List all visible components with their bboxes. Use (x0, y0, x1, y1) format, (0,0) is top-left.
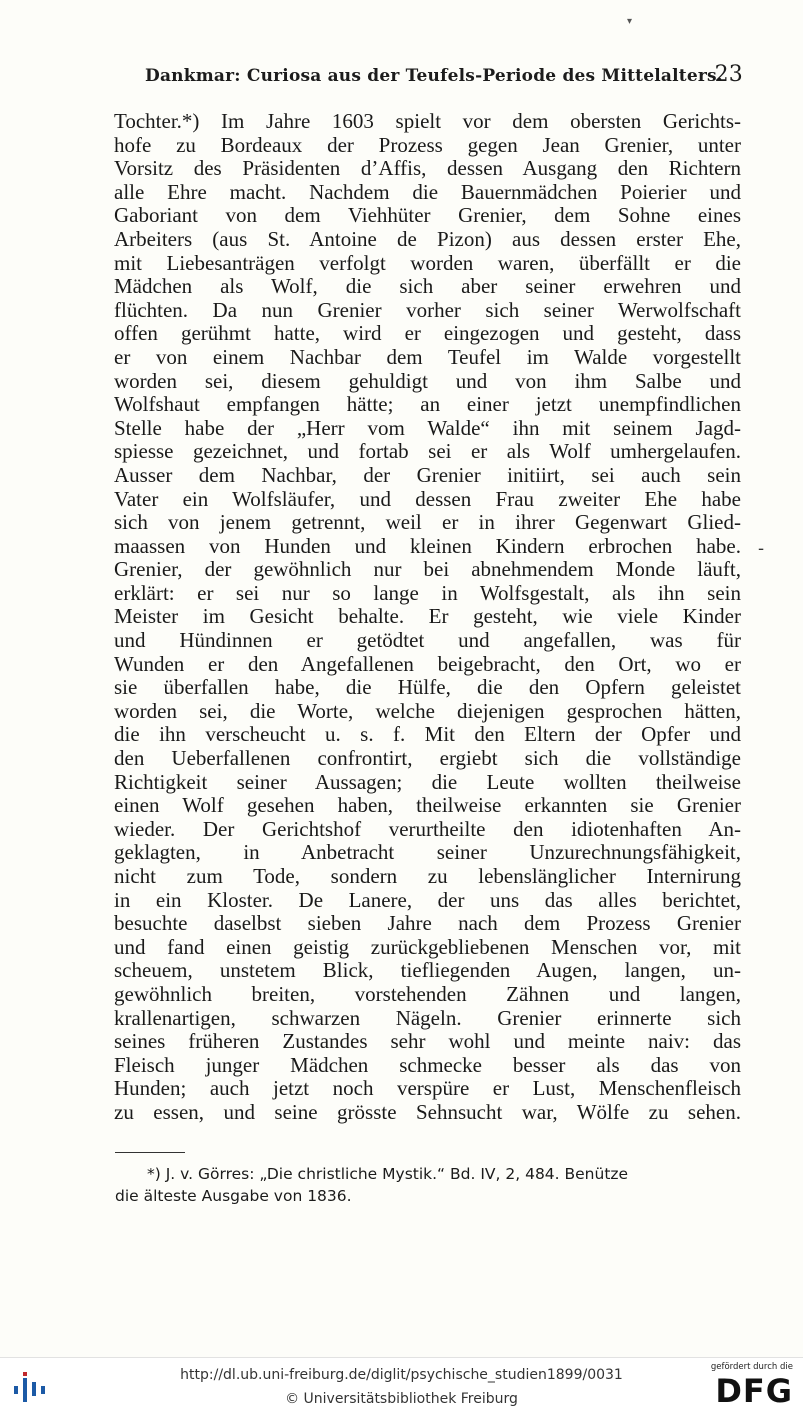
text-line: Wunden er den Angefallenen beigebracht, den Ort, wo er (114, 651, 741, 676)
text-line: worden sei, diesem gehuldigt und von ihm Salbe und (114, 368, 741, 393)
text-line: sie überfallen habe, die Hülfe, die den Opfern geleistet (114, 675, 741, 700)
viewer-footer (0, 1357, 803, 1414)
text-line: Grenier, der gewöhnlich nur bei abnehmendem Monde läuft, (114, 557, 741, 582)
scan-speck: ▾ (627, 16, 633, 27)
text-line: Richtigkeit seiner Aussagen; die Leute wollten theilweise (114, 769, 741, 794)
text-line: den Ueberfallenen confrontirt, ergiebt sich die vollständige (114, 746, 741, 771)
text-line: hofe zu Bordeaux der Prozess gegen Jean Grenier, unter (114, 132, 741, 157)
text-line: erklärt: er sei nur so lange in Wolfsgestalt, als ihn sein (114, 580, 741, 605)
text-line: alle Ehre macht. Nachdem die Bauernmädchen Poierier und (114, 179, 741, 204)
text-line: Vater ein Wolfsläufer, und dessen Frau zweiter Ehe habe (114, 486, 741, 511)
text-line: offen gerühmt hatte, wird er eingezogen und gesteht, dass (114, 321, 741, 346)
text-line: Hunden; auch jetzt noch verspüre er Lust, Menschenfleisch (114, 1076, 741, 1101)
footnote (115, 1163, 743, 1207)
footnote-rule (115, 1152, 185, 1153)
text-line: er von einem Nachbar dem Teufel im Walde vorgestellt (114, 344, 741, 369)
text-line: geklagten, in Anbetracht seiner Unzurechnungsfähigkeit, (114, 840, 741, 865)
text-line: die ihn verscheucht u. s. f. Mit den Eltern der Opfer und (114, 722, 741, 747)
footnote-line: die älteste Ausgabe von 1836. (115, 1187, 352, 1205)
text-line: sich von jenem getrennt, weil er in ihrer Gegenwart Glied- (114, 510, 741, 535)
text-line: einen Wolf gesehen haben, theilweise erkannten sie Grenier (114, 793, 741, 818)
footnote-line: *) J. v. Görres: „Die christliche Mystik.“ Bd. IV, 2, 484. Benütze (147, 1165, 629, 1183)
document-url[interactable]: http://dl.ub.uni-freiburg.de/diglit/psychische_studien1899/0031 (180, 1367, 623, 1383)
text-line: scheuem, unstetem Blick, tiefliegenden Augen, langen, un- (114, 958, 741, 983)
text-line: Mädchen als Wolf, die sich aber seiner erwehren und (114, 274, 741, 299)
copyright-notice: © Universitätsbibliothek Freiburg (285, 1391, 518, 1407)
text-line: spiesse gezeichnet, und fortab sei er als Wolf umhergelaufen. (114, 439, 741, 464)
text-line: Stelle habe der „Herr vom Walde“ ihn mit seinem Jagd- (114, 415, 741, 440)
page-number: 23 (714, 62, 743, 87)
text-line: Tochter.*) Im Jahre 1603 spielt vor dem obersten Gerichts- (114, 109, 741, 133)
text-line: flüchten. Da nun Grenier vorher sich seiner Werwolfschaft (114, 297, 741, 322)
text-line: mit Liebesanträgen verfolgt worden waren, überfällt er die (114, 250, 741, 275)
text-line: Ausser dem Nachbar, der Grenier initiirt, sei auch sein (114, 462, 741, 487)
page-header (145, 62, 743, 94)
text-line: seines früheren Zustandes sehr wohl und meinte naiv: das (114, 1029, 741, 1054)
text-line: besuchte daselbst sieben Jahre nach dem Prozess Grenier (114, 911, 741, 936)
text-line: nicht zum Tode, sondern zu lebenslänglicher Internirung (114, 864, 741, 888)
text-line: und fand einen geistig zurückgebliebenen Menschen vor, mit (114, 934, 741, 959)
text-line: und Hündinnen er getödtet und angefallen, was für (114, 628, 741, 653)
text-line: wieder. Der Gerichtshof verurtheilte den idiotenhaften An- (114, 816, 741, 841)
text-line: Fleisch junger Mädchen schmecke besser als das von (114, 1052, 741, 1077)
dfg-wordmark: DFG (715, 1372, 793, 1410)
text-line: Vorsitz des Präsidenten d’Affis, dessen Ausgang den Richtern (114, 156, 741, 181)
text-line: Arbeiters (aus St. Antoine de Pizon) aus dessen erster Ehe, (114, 226, 741, 251)
text-line: gewöhnlich breiten, vorstehenden Zähnen und langen, (114, 981, 741, 1006)
body-text (114, 110, 741, 1125)
text-line: Gaboriant von dem Viehhüter Grenier, dem Sohne eines (114, 203, 741, 228)
text-line: zu essen, und seine grösste Sehnsucht war, Wölfe zu sehen. (114, 1099, 741, 1124)
text-line: Meister im Gesicht behalte. Er gesteht, wie viele Kinder (114, 604, 741, 629)
text-line: in ein Kloster. De Lanere, der uns das alles berichtet, (114, 887, 741, 912)
text-line: maassen von Hunden und kleinen Kindern erbrochen habe. (114, 533, 741, 558)
text-line: Wolfshaut empfangen hätte; an einer jetzt unempfindlichen (114, 392, 741, 417)
dfg-tagline: gefördert durch die (710, 1362, 793, 1372)
text-line: worden sei, die Worte, welche diejenigen gesprochen hätten, (114, 698, 741, 723)
text-line: krallenartigen, schwarzen Nägeln. Grenier erinnerte sich (114, 1005, 741, 1030)
margin-mark: - (758, 538, 765, 559)
running-title: Dankmar: Curiosa aus der Teufels-Periode des Mittelalters. (145, 66, 723, 86)
